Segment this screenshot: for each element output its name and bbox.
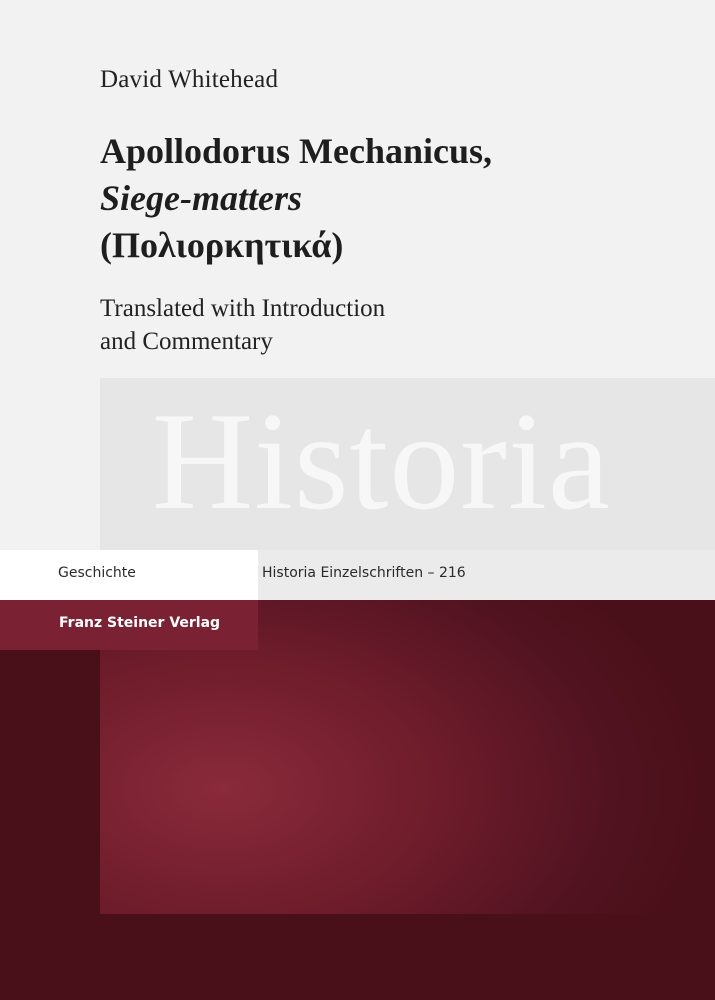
book-subtitle	[100, 292, 385, 358]
title-line-1: Apollodorus Mechanicus,	[100, 131, 493, 171]
book-title	[100, 128, 492, 269]
label-bar	[0, 550, 715, 600]
subject-label: Geschichte	[58, 565, 136, 581]
series-watermark: Historia	[152, 384, 612, 539]
series-band	[100, 378, 715, 550]
title-line-3: (Πολιορκητικά)	[100, 225, 344, 265]
subject-label-box	[0, 550, 258, 600]
subtitle-line-1: Translated with Introduction	[100, 295, 386, 322]
burgundy-panel	[0, 600, 715, 1000]
title-line-2: Siege-matters	[100, 178, 302, 218]
publisher-name: Franz Steiner Verlag	[59, 615, 221, 631]
author-name: David Whitehead	[100, 66, 279, 93]
series-label: Historia Einzelschriften – 216	[262, 565, 466, 581]
series-label-box	[258, 550, 715, 600]
publisher-tab	[0, 600, 258, 650]
subtitle-line-2: and Commentary	[100, 328, 273, 355]
